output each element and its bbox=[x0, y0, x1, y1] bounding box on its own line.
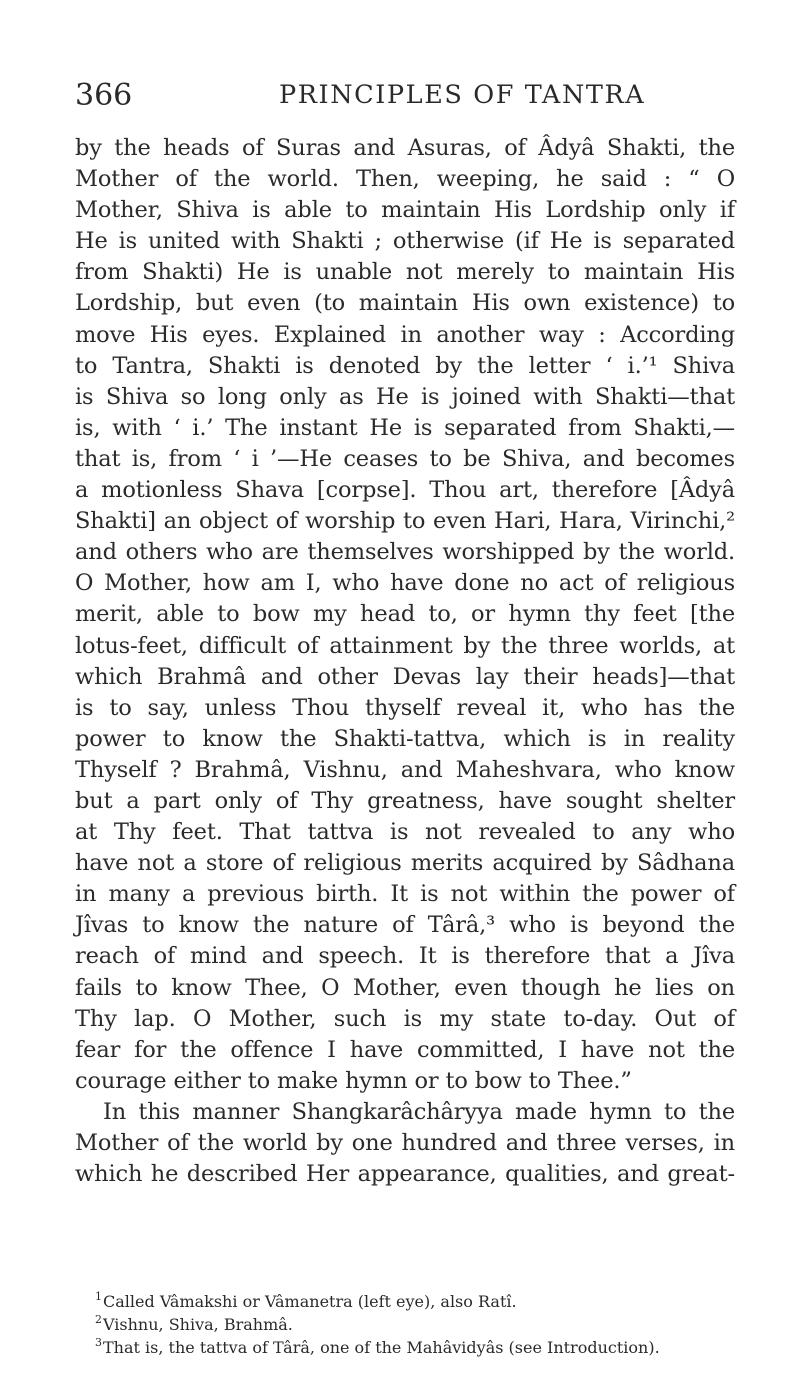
footnote-text: Called Vâmakshi or Vâmanetra (left eye), also Ratî. bbox=[103, 1292, 517, 1311]
text-line: is to say, unless Thou thyself reveal it, who has the bbox=[75, 694, 735, 721]
footnote bbox=[75, 1336, 735, 1359]
text-line: is, with ‘ i.’ The instant He is separated from Shakti,— bbox=[75, 414, 735, 441]
text-line: move His eyes. Explained in another way : According bbox=[75, 321, 735, 348]
text-line: and others who are themselves worshipped by the world. bbox=[75, 539, 735, 566]
text-line: lotus-feet, difficult of attainment by the three worlds, at bbox=[75, 632, 735, 659]
footnote-text: That is, the tattva of Târâ, one of the Mahâvidyâs (see Introduction). bbox=[103, 1338, 660, 1357]
text-line: He is united with Shakti ; otherwise (if He is separated bbox=[75, 228, 735, 255]
text-line: Jîvas to know the nature of Târâ,³ who is beyond the bbox=[75, 912, 735, 939]
text-line: Thyself ? Brahmâ, Vishnu, and Maheshvara, who know bbox=[75, 756, 735, 783]
text-line: Shakti] an object of worship to even Hari, Hara, Virinchi,² bbox=[75, 508, 735, 535]
text-line: to Tantra, Shakti is denoted by the letter ‘ i.’¹ Shiva bbox=[75, 352, 735, 379]
text-line: merit, able to bow my head to, or hymn thy feet [the bbox=[75, 601, 735, 628]
text-line: O Mother, how am I, who have done no act of religious bbox=[75, 570, 735, 597]
text-line: Mother, Shiva is able to maintain His Lordship only if bbox=[75, 197, 735, 224]
footnote bbox=[75, 1290, 735, 1313]
text-line: in many a previous birth. It is not within the power of bbox=[75, 881, 735, 908]
footnote bbox=[75, 1313, 735, 1336]
text-line-paragraph-start: In this manner Shangkarâchâryya made hymn to the bbox=[103, 1098, 735, 1125]
text-line: by the heads of Suras and Asuras, of Âdyâ Shakti, the bbox=[75, 135, 735, 161]
page-number: 366 bbox=[75, 78, 133, 113]
text-line: courage either to make hymn or to bow to Thee.” bbox=[75, 1067, 632, 1094]
text-line: from Shakti) He is unable not merely to maintain His bbox=[75, 259, 735, 286]
footnote-mark: 2 bbox=[95, 1313, 102, 1326]
text-line: fear for the offence I have committed, I have not the bbox=[75, 1036, 735, 1063]
text-line: power to know the Shakti-tattva, which is in reality bbox=[75, 725, 735, 752]
footnote-mark: 1 bbox=[95, 1290, 102, 1303]
text-line: Lordship, but even (to maintain His own existence) to bbox=[75, 290, 735, 317]
text-line: that is, from ‘ i ’—He ceases to be Shiva, and becomes bbox=[75, 445, 735, 472]
text-line: reach of mind and speech. It is therefore that a Jîva bbox=[75, 943, 735, 970]
text-line: Mother of the world by one hundred and three verses, in bbox=[75, 1130, 735, 1156]
text-line: Mother of the world. Then, weeping, he said : “ O bbox=[75, 166, 735, 193]
text-line: but a part only of Thy greatness, have sought shelter bbox=[75, 787, 735, 814]
text-line: which Brahmâ and other Devas lay their heads]—that bbox=[75, 663, 735, 690]
footnote-text: Vishnu, Shiva, Brahmâ. bbox=[103, 1315, 293, 1334]
text-line: which he described Her appearance, qualities, and great- bbox=[75, 1161, 735, 1188]
body-text bbox=[75, 133, 735, 1190]
text-line: at Thy feet. That tattva is not revealed to any who bbox=[75, 819, 735, 846]
footnote-mark: 3 bbox=[95, 1336, 102, 1349]
text-line: is Shiva so long only as He is joined with Shakti—that bbox=[75, 383, 735, 410]
footnotes bbox=[75, 1290, 735, 1359]
text-line: fails to know Thee, O Mother, even though he lies on bbox=[75, 974, 735, 1001]
text-line: a motionless Shava [corpse]. Thou art, therefore [Âdyâ bbox=[75, 477, 735, 504]
text-line: have not a store of religious merits acquired by Sâdhana bbox=[75, 850, 735, 877]
running-title: PRINCIPLES OF TANTRA bbox=[279, 80, 646, 110]
running-head bbox=[75, 78, 735, 118]
text-line: Thy lap. O Mother, such is my state to-day. Out of bbox=[75, 1005, 735, 1032]
